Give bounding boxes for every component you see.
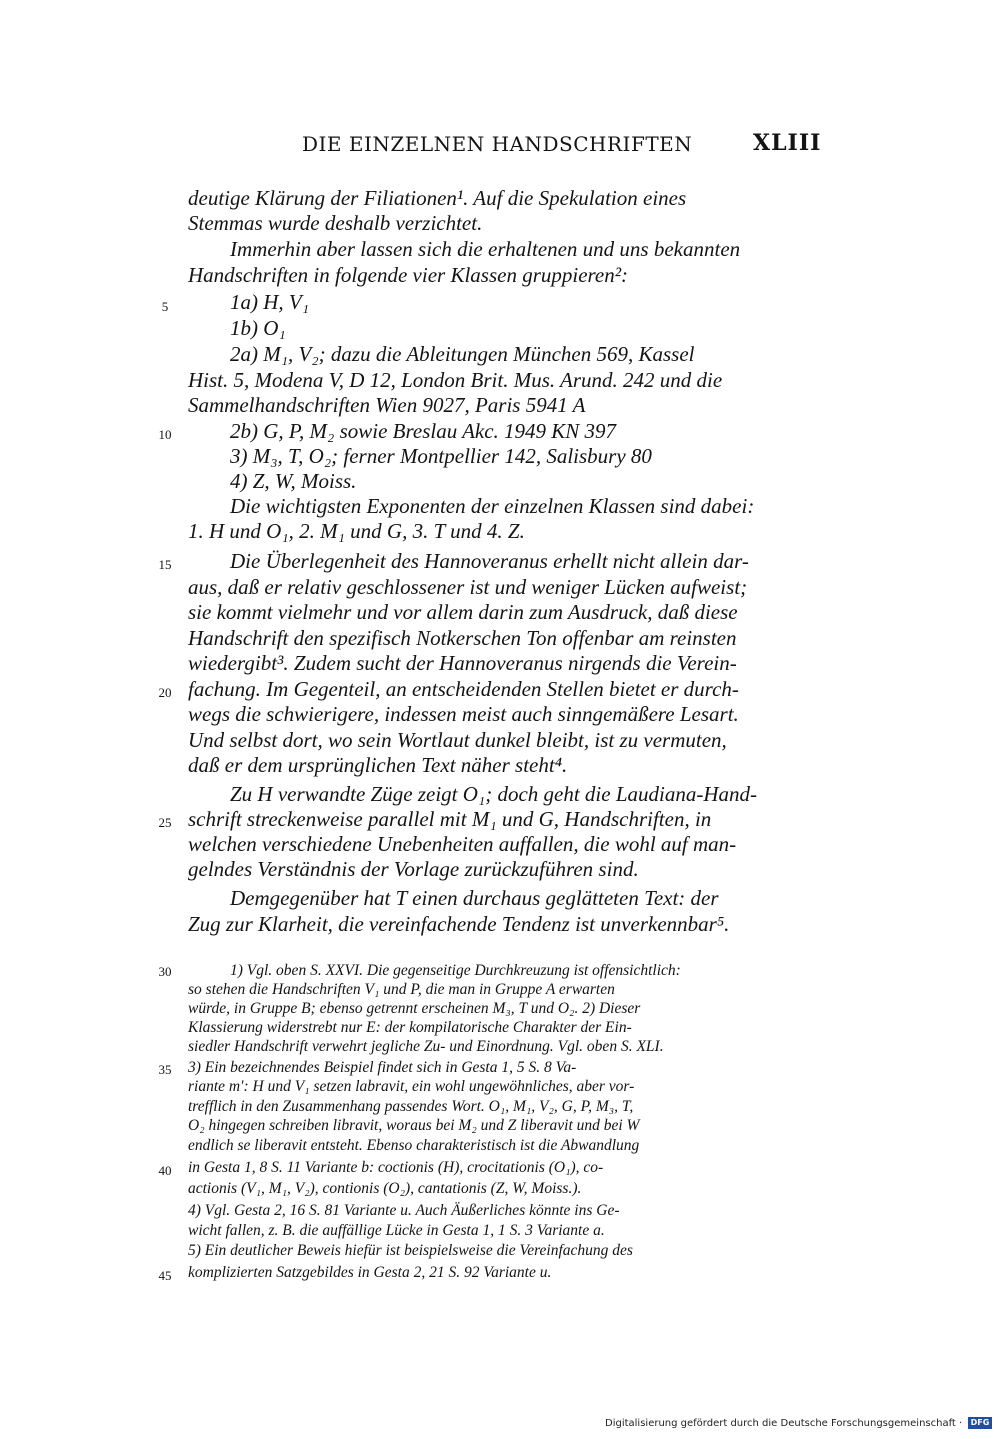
footnote-line: wicht fallen, z. B. die auffällige Lücke in Gesta 1, 1 S. 3 Variante a. bbox=[188, 1222, 605, 1239]
funding-credit: Digitalisierung gefördert durch die Deutsche Forschungsgemeinschaft · bbox=[605, 1418, 963, 1429]
page-number: XLIII bbox=[753, 130, 822, 156]
text-line: Stemmas wurde deshalb verzichtet. bbox=[188, 211, 483, 235]
text-line: Zu H verwandte Züge zeigt O₁; doch geht die Laudiana-Hand- bbox=[230, 782, 757, 806]
footnote-line: so stehen die Handschriften V₁ und P, die man in Gruppe A erwarten bbox=[188, 981, 615, 998]
footnote-line: 4) Vgl. Gesta 2, 16 S. 81 Variante u. Auch Äußerliches könnte ins Ge- bbox=[188, 1202, 620, 1219]
line-number: 25 bbox=[158, 815, 172, 830]
line-number: 40 bbox=[158, 1163, 172, 1178]
footnote-line: O₂ hingegen schreiben libravit, woraus bei M₂ und Z liberavit und bei W bbox=[188, 1117, 640, 1134]
text-line: Handschrift den spezifisch Notkerschen Ton offenbar am reinsten bbox=[188, 626, 737, 650]
text-line: Sammelhandschriften Wien 9027, Paris 5941 A bbox=[188, 393, 586, 417]
text-line: Die Überlegenheit des Hannoveranus erhellt nicht allein dar- bbox=[230, 549, 749, 573]
line-number: 10 bbox=[158, 427, 172, 442]
line-number: 5 bbox=[161, 299, 169, 314]
footnote-line: siedler Handschrift verwehrt jegliche Zu- und Einordnung. Vgl. oben S. XLI. bbox=[188, 1038, 664, 1055]
text-line: fachung. Im Gegenteil, an entscheidenden Stellen bietet er durch- bbox=[188, 677, 739, 701]
text-line: 1b) O₁ bbox=[230, 316, 286, 340]
text-line: gelndes Verständnis der Vorlage zurückzuführen sind. bbox=[188, 857, 639, 881]
text-line: 1. H und O₁, 2. M₁ und G, 3. T und 4. Z. bbox=[188, 519, 525, 543]
footnote-line: endlich se liberavit entsteht. Ebenso charakteristisch ist die Abwandlung bbox=[188, 1137, 640, 1154]
text-line: deutige Klärung der Filiationen¹. Auf die Spekulation eines bbox=[188, 186, 687, 210]
running-title: DIE EINZELNEN HANDSCHRIFTEN bbox=[302, 132, 693, 156]
text-line: Zug zur Klarheit, die vereinfachende Tendenz ist unverkennbar⁵. bbox=[188, 912, 730, 936]
footnote-line: 3) Ein bezeichnendes Beispiel findet sich in Gesta 1, 5 S. 8 Va- bbox=[188, 1059, 577, 1076]
line-number: 45 bbox=[158, 1268, 172, 1283]
text-line: wiedergibt³. Zudem sucht der Hannoveranus nirgends die Verein- bbox=[188, 651, 737, 675]
footnote-line: 5) Ein deutlicher Beweis hiefür ist beispielsweise die Vereinfachung des bbox=[188, 1242, 633, 1259]
text-line: sie kommt vielmehr und vor allem darin zum Ausdruck, daß diese bbox=[188, 600, 738, 624]
text-line: Demgegenüber hat T einen durchaus geglätteten Text: der bbox=[230, 886, 719, 910]
footnote-line: Klassierung widerstrebt nur E: der kompilatorische Charakter der Ein- bbox=[188, 1019, 632, 1036]
text-line: Die wichtigsten Exponenten der einzelnen Klassen sind dabei: bbox=[230, 494, 755, 518]
text-line: welchen verschiedene Unebenheiten auffallen, die wohl auf man- bbox=[188, 832, 737, 856]
text-line: 2b) G, P, M₂ sowie Breslau Akc. 1949 KN 397 bbox=[230, 419, 617, 443]
dfg-logo: DFG bbox=[968, 1417, 992, 1429]
text-line: schrift streckenweise parallel mit M₁ und G, Handschriften, in bbox=[188, 807, 712, 831]
footnote-line: in Gesta 1, 8 S. 11 Variante b: coctionis (H), crocitationis (O₁), co- bbox=[188, 1159, 604, 1176]
line-number: 30 bbox=[158, 964, 172, 979]
text-line: 1a) H, V₁ bbox=[230, 290, 310, 314]
footnote-line: 1) Vgl. oben S. XXVI. Die gegenseitige Durchkreuzung ist offensichtlich: bbox=[230, 962, 681, 979]
text-line: aus, daß er relativ geschlossener ist und weniger Lücken aufweist; bbox=[188, 575, 748, 599]
text-line: daß er dem ursprünglichen Text näher steht⁴. bbox=[188, 753, 568, 777]
line-number: 15 bbox=[158, 557, 172, 572]
text-line: 2a) M₁, V₂; dazu die Ableitungen München 569, Kassel bbox=[230, 342, 695, 366]
text-line: Handschriften in folgende vier Klassen gruppieren²: bbox=[188, 263, 629, 287]
footnote-line: komplizierten Satzgebildes in Gesta 2, 21 S. 92 Variante u. bbox=[188, 1264, 552, 1281]
text-line: Hist. 5, Modena V, D 12, London Brit. Mus. Arund. 242 und die bbox=[188, 368, 723, 392]
text-line: wegs die schwierigere, indessen meist auch sinngemäßere Lesart. bbox=[188, 702, 739, 726]
footnote-line: würde, in Gruppe B; ebenso getrennt erscheinen M₃, T und O₂. 2) Dieser bbox=[188, 1000, 641, 1017]
footnote-line: trefflich in den Zusammenhang passendes Wort. O₁, M₁, V₂, G, P, M₃, T, bbox=[188, 1098, 634, 1115]
text-line: Und selbst dort, wo sein Wortlaut dunkel bleibt, ist zu vermuten, bbox=[188, 728, 727, 752]
footnote-line: riante m′: H und V₁ setzen labravit, ein wohl ungewöhnliches, aber vor- bbox=[188, 1078, 635, 1095]
text-line: 3) M₃, T, O₂; ferner Montpellier 142, Salisbury 80 bbox=[230, 444, 652, 468]
footnote-line: actionis (V₁, M₁, V₂), contionis (O₂), cantationis (Z, W, Moiss.). bbox=[188, 1180, 582, 1197]
line-number: 35 bbox=[158, 1062, 172, 1077]
text-line: Immerhin aber lassen sich die erhaltenen und uns bekannten bbox=[230, 237, 741, 261]
text-line: 4) Z, W, Moiss. bbox=[230, 469, 357, 493]
line-number: 20 bbox=[158, 685, 172, 700]
